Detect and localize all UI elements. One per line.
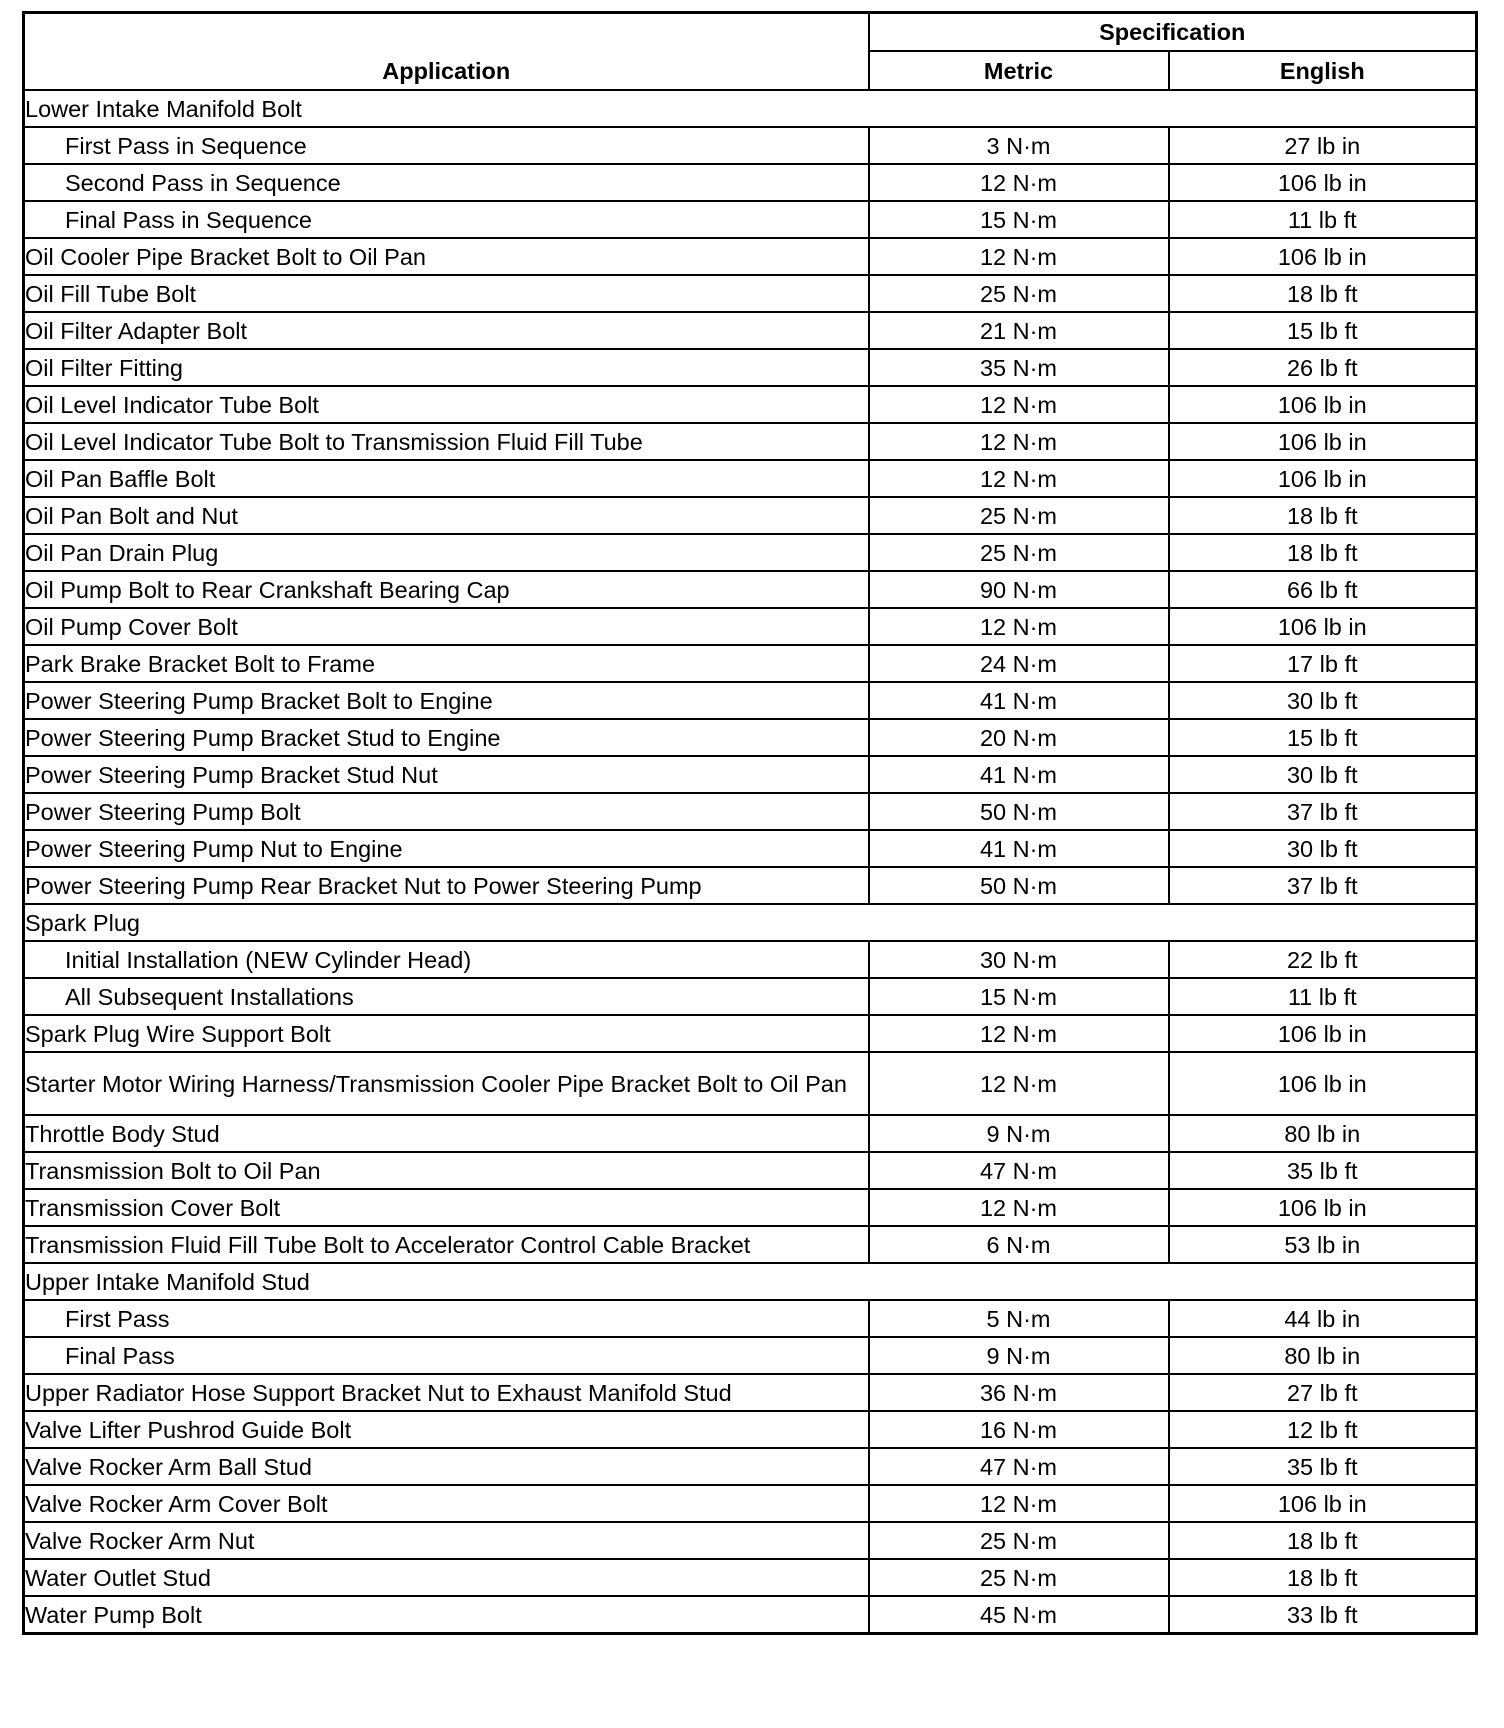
table-row — [24, 349, 1477, 386]
application-header-label: Application — [382, 58, 511, 84]
english-cell: 33 lb ft — [1169, 1596, 1477, 1634]
table-row — [24, 941, 1477, 978]
application-cell: Valve Rocker Arm Nut — [24, 1522, 869, 1559]
metric-cell: 25 N·m — [869, 534, 1169, 571]
table-row — [24, 164, 1477, 201]
english-cell: 106 lb in — [1169, 238, 1477, 275]
table-row — [24, 127, 1477, 164]
table-row — [24, 1300, 1477, 1337]
application-cell: Spark Plug Wire Support Bolt — [24, 1015, 869, 1052]
table-row — [24, 423, 1477, 460]
specification-header: Specification — [869, 13, 1477, 52]
english-cell: 106 lb in — [1169, 386, 1477, 423]
english-cell: 106 lb in — [1169, 1189, 1477, 1226]
table-row — [24, 386, 1477, 423]
metric-cell: 25 N·m — [869, 1559, 1169, 1596]
application-cell: Power Steering Pump Bracket Stud to Engine — [24, 719, 869, 756]
metric-cell: 12 N·m — [869, 1485, 1169, 1522]
metric-header: Metric — [869, 51, 1169, 90]
metric-cell: 47 N·m — [869, 1152, 1169, 1189]
table-row — [24, 719, 1477, 756]
application-cell: Park Brake Bracket Bolt to Frame — [24, 645, 869, 682]
application-cell: Oil Filter Adapter Bolt — [24, 312, 869, 349]
application-cell: Oil Level Indicator Tube Bolt — [24, 386, 869, 423]
application-cell: Oil Filter Fitting — [24, 349, 869, 386]
table-row — [24, 1411, 1477, 1448]
table-row — [24, 201, 1477, 238]
metric-cell: 12 N·m — [869, 608, 1169, 645]
application-cell: Second Pass in Sequence — [24, 164, 869, 201]
application-cell: Oil Pump Cover Bolt — [24, 608, 869, 645]
metric-cell: 36 N·m — [869, 1374, 1169, 1411]
english-cell: 15 lb ft — [1169, 312, 1477, 349]
metric-cell: 6 N·m — [869, 1226, 1169, 1263]
table-row — [24, 1152, 1477, 1189]
metric-cell: 50 N·m — [869, 793, 1169, 830]
table-row — [24, 1189, 1477, 1226]
application-cell: Transmission Bolt to Oil Pan — [24, 1152, 869, 1189]
english-cell: 80 lb in — [1169, 1337, 1477, 1374]
application-cell: Transmission Fluid Fill Tube Bolt to Accelerator Control Cable Bracket — [24, 1226, 869, 1263]
english-cell: 37 lb ft — [1169, 793, 1477, 830]
metric-cell: 3 N·m — [869, 127, 1169, 164]
english-cell: 18 lb ft — [1169, 534, 1477, 571]
english-cell: 18 lb ft — [1169, 497, 1477, 534]
group-label: Upper Intake Manifold Stud — [24, 1263, 1477, 1300]
metric-cell: 41 N·m — [869, 830, 1169, 867]
metric-cell: 25 N·m — [869, 1522, 1169, 1559]
english-header: English — [1169, 51, 1477, 90]
english-cell: 22 lb ft — [1169, 941, 1477, 978]
table-row — [24, 497, 1477, 534]
metric-cell: 25 N·m — [869, 497, 1169, 534]
english-cell: 27 lb in — [1169, 127, 1477, 164]
metric-cell: 12 N·m — [869, 460, 1169, 497]
english-cell: 106 lb in — [1169, 423, 1477, 460]
english-cell: 44 lb in — [1169, 1300, 1477, 1337]
metric-cell: 90 N·m — [869, 571, 1169, 608]
english-cell: 106 lb in — [1169, 164, 1477, 201]
application-cell: All Subsequent Installations — [24, 978, 869, 1015]
metric-cell: 12 N·m — [869, 1189, 1169, 1226]
application-cell: First Pass — [24, 1300, 869, 1337]
application-cell: Power Steering Pump Rear Bracket Nut to Power Steering Pump — [24, 867, 869, 904]
table-row — [24, 830, 1477, 867]
metric-cell: 12 N·m — [869, 164, 1169, 201]
application-cell: Transmission Cover Bolt — [24, 1189, 869, 1226]
spec-table-container — [22, 11, 1475, 1635]
english-cell: 37 lb ft — [1169, 867, 1477, 904]
application-cell: Oil Cooler Pipe Bracket Bolt to Oil Pan — [24, 238, 869, 275]
english-cell: 106 lb in — [1169, 608, 1477, 645]
table-body — [24, 90, 1477, 1634]
table-row — [24, 1337, 1477, 1374]
english-cell: 35 lb ft — [1169, 1448, 1477, 1485]
metric-cell: 25 N·m — [869, 275, 1169, 312]
application-cell: Oil Pump Bolt to Rear Crankshaft Bearing Cap — [24, 571, 869, 608]
group-header-row — [24, 90, 1477, 127]
english-cell: 11 lb ft — [1169, 978, 1477, 1015]
application-cell: Final Pass in Sequence — [24, 201, 869, 238]
application-cell: Power Steering Pump Bolt — [24, 793, 869, 830]
table-row — [24, 460, 1477, 497]
english-cell: 106 lb in — [1169, 1485, 1477, 1522]
metric-cell: 9 N·m — [869, 1115, 1169, 1152]
table-row — [24, 1015, 1477, 1052]
metric-cell: 12 N·m — [869, 1015, 1169, 1052]
metric-cell: 35 N·m — [869, 349, 1169, 386]
application-cell: Valve Rocker Arm Cover Bolt — [24, 1485, 869, 1522]
english-cell: 80 lb in — [1169, 1115, 1477, 1152]
group-label: Spark Plug — [24, 904, 1477, 941]
english-cell: 30 lb ft — [1169, 756, 1477, 793]
english-cell: 106 lb in — [1169, 1015, 1477, 1052]
metric-cell: 20 N·m — [869, 719, 1169, 756]
metric-cell: 5 N·m — [869, 1300, 1169, 1337]
english-cell: 106 lb in — [1169, 460, 1477, 497]
application-cell: Power Steering Pump Nut to Engine — [24, 830, 869, 867]
english-cell: 66 lb ft — [1169, 571, 1477, 608]
table-header — [24, 13, 1477, 91]
english-cell: 12 lb ft — [1169, 1411, 1477, 1448]
group-header-row — [24, 904, 1477, 941]
group-label: Lower Intake Manifold Bolt — [24, 90, 1477, 127]
english-cell: 18 lb ft — [1169, 275, 1477, 312]
metric-cell: 47 N·m — [869, 1448, 1169, 1485]
application-cell: Power Steering Pump Bracket Stud Nut — [24, 756, 869, 793]
metric-cell: 12 N·m — [869, 1052, 1169, 1115]
torque-spec-table — [22, 11, 1478, 1635]
table-row — [24, 608, 1477, 645]
application-cell: Valve Lifter Pushrod Guide Bolt — [24, 1411, 869, 1448]
metric-cell: 12 N·m — [869, 386, 1169, 423]
metric-cell: 50 N·m — [869, 867, 1169, 904]
table-row — [24, 682, 1477, 719]
application-cell: Upper Radiator Hose Support Bracket Nut to Exhaust Manifold Stud — [24, 1374, 869, 1411]
application-cell: First Pass in Sequence — [24, 127, 869, 164]
application-cell: Water Outlet Stud — [24, 1559, 869, 1596]
metric-cell: 41 N·m — [869, 756, 1169, 793]
table-row — [24, 275, 1477, 312]
metric-cell: 9 N·m — [869, 1337, 1169, 1374]
table-row — [24, 867, 1477, 904]
english-cell: 11 lb ft — [1169, 201, 1477, 238]
english-cell: 18 lb ft — [1169, 1559, 1477, 1596]
application-cell: Valve Rocker Arm Ball Stud — [24, 1448, 869, 1485]
english-cell: 26 lb ft — [1169, 349, 1477, 386]
metric-cell: 12 N·m — [869, 423, 1169, 460]
application-cell: Throttle Body Stud — [24, 1115, 869, 1152]
application-cell: Power Steering Pump Bracket Bolt to Engine — [24, 682, 869, 719]
group-header-row — [24, 1263, 1477, 1300]
application-cell: Oil Pan Drain Plug — [24, 534, 869, 571]
application-cell: Oil Level Indicator Tube Bolt to Transmission Fluid Fill Tube — [24, 423, 869, 460]
english-cell: 106 lb in — [1169, 1052, 1477, 1115]
table-row — [24, 645, 1477, 682]
english-cell: 17 lb ft — [1169, 645, 1477, 682]
table-row — [24, 1485, 1477, 1522]
table-row — [24, 238, 1477, 275]
metric-cell: 41 N·m — [869, 682, 1169, 719]
table-row — [24, 571, 1477, 608]
table-row — [24, 1596, 1477, 1634]
metric-cell: 24 N·m — [869, 645, 1169, 682]
application-cell: Water Pump Bolt — [24, 1596, 869, 1634]
metric-cell: 45 N·m — [869, 1596, 1169, 1634]
table-row — [24, 1115, 1477, 1152]
application-cell: Oil Pan Baffle Bolt — [24, 460, 869, 497]
metric-cell: 15 N·m — [869, 978, 1169, 1015]
table-row — [24, 1226, 1477, 1263]
metric-cell: 15 N·m — [869, 201, 1169, 238]
table-row — [24, 1522, 1477, 1559]
table-row — [24, 1448, 1477, 1485]
table-row — [24, 534, 1477, 571]
english-cell: 30 lb ft — [1169, 830, 1477, 867]
table-row — [24, 1559, 1477, 1596]
english-cell: 53 lb in — [1169, 1226, 1477, 1263]
application-cell: Final Pass — [24, 1337, 869, 1374]
metric-cell: 16 N·m — [869, 1411, 1169, 1448]
table-row — [24, 978, 1477, 1015]
application-cell: Oil Fill Tube Bolt — [24, 275, 869, 312]
metric-cell: 12 N·m — [869, 238, 1169, 275]
english-cell: 15 lb ft — [1169, 719, 1477, 756]
table-row — [24, 756, 1477, 793]
metric-cell: 21 N·m — [869, 312, 1169, 349]
table-row — [24, 312, 1477, 349]
table-row — [24, 1374, 1477, 1411]
application-header — [24, 13, 869, 91]
application-cell: Starter Motor Wiring Harness/Transmission Cooler Pipe Bracket Bolt to Oil Pan — [24, 1052, 869, 1115]
english-cell: 27 lb ft — [1169, 1374, 1477, 1411]
metric-cell: 30 N·m — [869, 941, 1169, 978]
application-cell: Initial Installation (NEW Cylinder Head) — [24, 941, 869, 978]
table-row — [24, 793, 1477, 830]
application-cell: Oil Pan Bolt and Nut — [24, 497, 869, 534]
table-row — [24, 1052, 1477, 1115]
english-cell: 35 lb ft — [1169, 1152, 1477, 1189]
english-cell: 18 lb ft — [1169, 1522, 1477, 1559]
english-cell: 30 lb ft — [1169, 682, 1477, 719]
